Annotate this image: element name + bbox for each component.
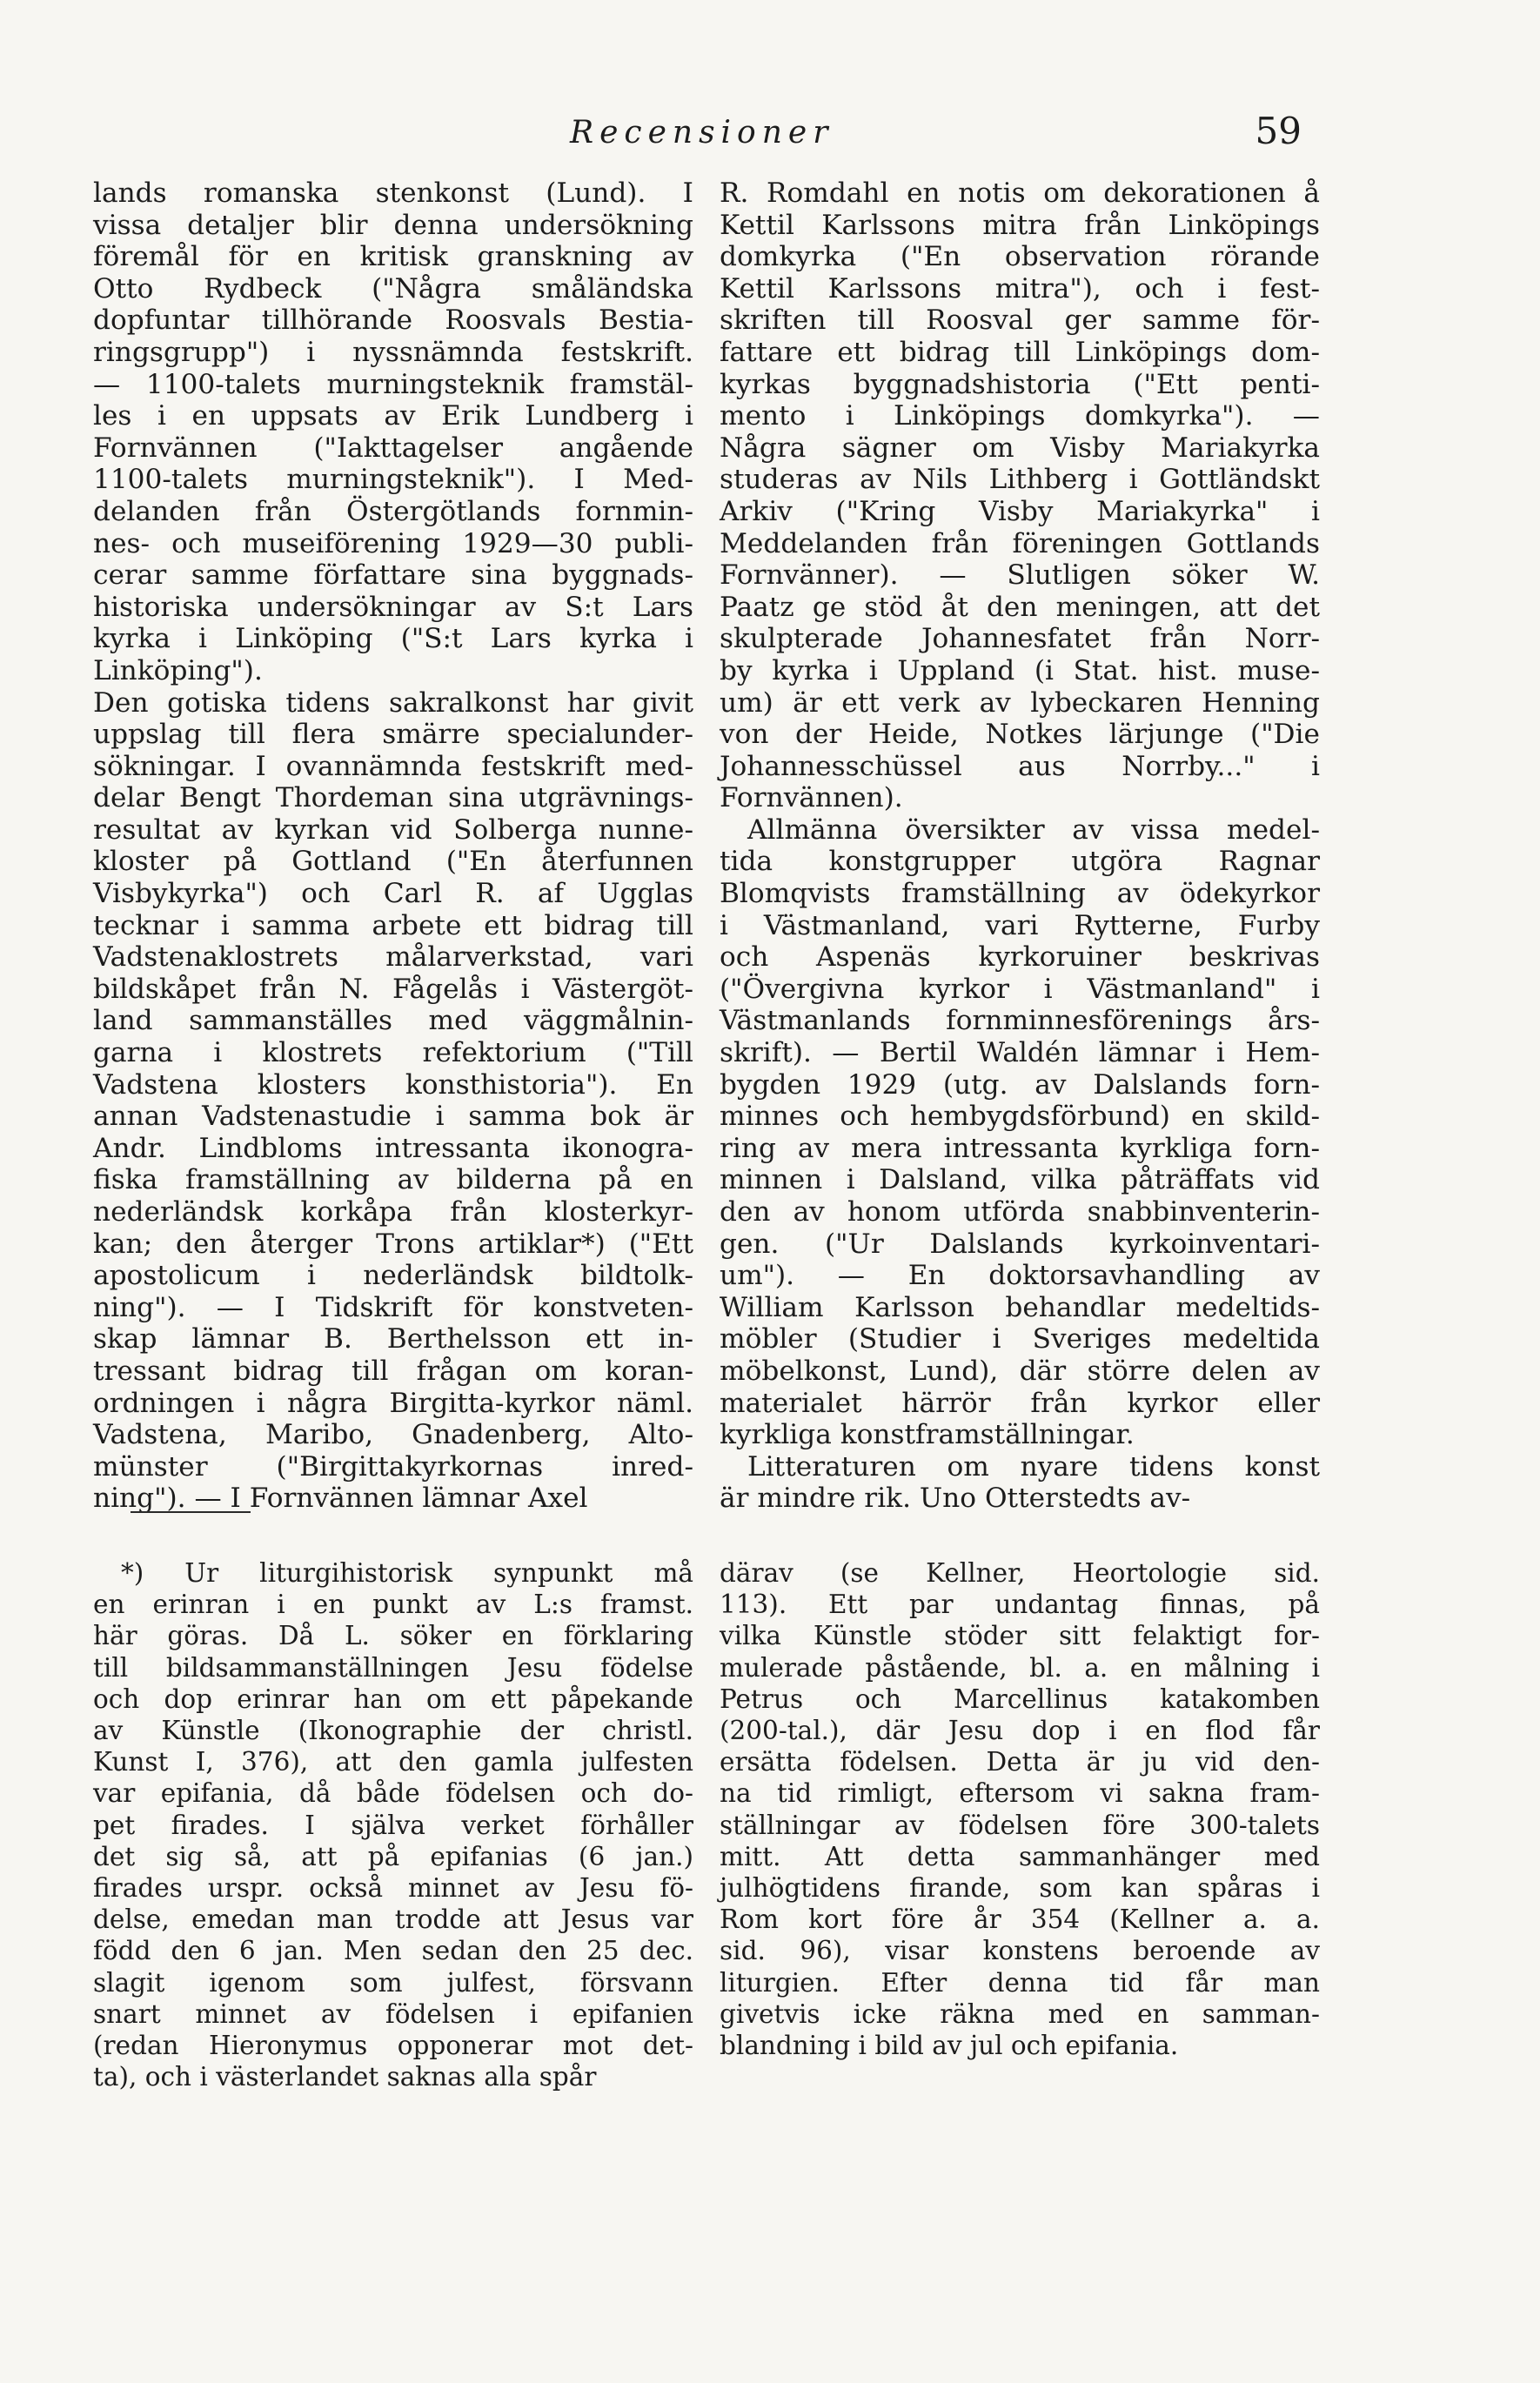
text-line: R. Romdahl en notis om dekorationen å: [720, 177, 1320, 209]
text-line: var epifania, då både födelsen och do-: [93, 1778, 693, 1809]
text-line: Johannesschüssel aus Norrby..." i: [720, 750, 1320, 782]
text-line: mento i Linköpings domkyrka"). —: [720, 400, 1320, 432]
text-line: Allmänna översikter av vissa medel-: [747, 813, 1320, 846]
text-line: 113). Ett par undantag finnas, på: [720, 1590, 1320, 1620]
text-line: född den 6 jan. Men sedan den 25 dec.: [93, 1936, 693, 1966]
text-line: kyrkliga konstframställningar.: [720, 1419, 1135, 1451]
text-line: Vadstena, Maribo, Gnadenberg, Alto-: [93, 1419, 693, 1451]
text-line: delanden från Östergötlands fornmin-: [93, 495, 693, 527]
text-line: blandning i bild av jul och epifania.: [720, 2031, 1179, 2061]
text-line: snart minnet av födelsen i epifanien: [93, 1998, 693, 2029]
text-line: tressant bidrag till frågan om koran-: [93, 1355, 693, 1387]
text-line: till bildsammanställningen Jesu födelse: [93, 1652, 693, 1683]
text-line: föremål för en kritisk granskning av: [93, 241, 693, 273]
text-line: Meddelanden från föreningen Gottlands: [720, 527, 1320, 559]
text-line: Vadstenaklostrets målarverkstad, vari: [93, 941, 693, 974]
right-column: [720, 177, 1320, 1515]
text-line: ning"). — I Fornvännen lämnar Axel: [93, 1483, 588, 1515]
text-line: um) är ett verk av lybeckaren Henning: [720, 686, 1320, 719]
text-line: mitt. Att detta sammanhänger med: [720, 1841, 1320, 1871]
text-line: liturgien. Efter denna tid får man: [720, 1967, 1320, 1998]
text-line: ring av mera intressanta kyrkliga forn-: [720, 1132, 1320, 1164]
text-line: Kettil Karlssons mitra"), och i fest-: [720, 272, 1320, 305]
text-line: Blomqvists framställning av ödekyrkor: [720, 878, 1320, 910]
text-line: ordningen i några Birgitta-kyrkor näml.: [93, 1387, 693, 1419]
text-line: mulerade påstående, bl. a. en målning i: [720, 1652, 1320, 1683]
text-line: vissa detaljer blir denna undersökning: [93, 209, 693, 241]
text-line: Fornvänner). — Slutligen söker W.: [720, 559, 1320, 592]
text-line: um"). — En doktorsavhandling av: [720, 1260, 1320, 1292]
text-line: möbelkonst, Lund), där större delen av: [720, 1355, 1320, 1387]
text-line: Petrus och Marcellinus katakomben: [720, 1683, 1320, 1714]
text-line: bildskåpet från N. Fågelås i Västergöt-: [93, 973, 693, 1005]
text-line: Litteraturen om nyare tidens konst: [747, 1450, 1320, 1483]
text-line: Några sägner om Visby Mariakyrka: [720, 432, 1320, 464]
text-line: annan Vadstenastudie i samma bok är: [93, 1101, 693, 1133]
text-line: Vadstena klosters konsthistoria"). En: [93, 1068, 693, 1101]
text-line: därav (se Kellner, Heortologie sid.: [720, 1558, 1320, 1588]
text-line: kyrka i Linköping ("S:t Lars kyrka i: [93, 623, 693, 655]
text-line: möbler (Studier i Sveriges medeltida: [720, 1323, 1320, 1355]
text-line: (redan Hieronymus opponerar mot det-: [93, 2031, 693, 2061]
text-line: *) Ur liturgihistorisk synpunkt må: [121, 1558, 693, 1588]
text-line: och dop erinrar han om ett påpekande: [93, 1683, 693, 1714]
text-line: minnen i Dalsland, vilka påträffats vid: [720, 1164, 1320, 1196]
text-line: Fornvännen).: [720, 782, 903, 814]
text-line: land sammanställes med väggmålnin-: [93, 1005, 693, 1037]
text-line: givetvis icke räkna med en samman-: [720, 1998, 1320, 2029]
text-line: — 1100-talets murningsteknik framstäl-: [93, 368, 693, 400]
text-line: tida konstgrupper utgöra Ragnar: [720, 846, 1320, 878]
footnote-left-column: [93, 1557, 693, 2092]
footnote-divider: [131, 1511, 251, 1513]
text-line: skap lämnar B. Berthelsson ett in-: [93, 1323, 693, 1355]
text-line: ringsgrupp") i nyssnämnda festskrift.: [93, 336, 693, 368]
text-line: materialet härrör från kyrkor eller: [720, 1387, 1320, 1419]
text-line: Kunst I, 376), att den gamla julfesten: [93, 1747, 693, 1777]
text-line: na tid rimligt, eftersom vi sakna fram-: [720, 1778, 1320, 1809]
text-line: delar Bengt Thordeman sina utgrävnings-: [93, 782, 693, 814]
text-line: ning"). — I Tidskrift för konstveten-: [93, 1291, 693, 1323]
text-line: kan; den återger Trons artiklar*) ("Ett: [93, 1228, 693, 1260]
text-line: cerar samme författare sina byggnads-: [93, 559, 693, 592]
text-line: skriften till Roosval ger samme för-: [720, 305, 1320, 337]
text-line: bygden 1929 (utg. av Dalslands forn-: [720, 1068, 1320, 1101]
text-line: Arkiv ("Kring Visby Mariakyrka" i: [720, 495, 1320, 527]
text-line: kyrkas byggnadshistoria ("Ett penti-: [720, 368, 1320, 400]
text-line: by kyrka i Uppland (i Stat. hist. muse-: [720, 654, 1320, 686]
text-line: delse, emedan man trodde att Jesus var: [93, 1904, 693, 1935]
text-line: är mindre rik. Uno Otterstedts av-: [720, 1483, 1191, 1515]
text-line: sid. 96), visar konstens beroende av: [720, 1936, 1320, 1966]
text-line: historiska undersökningar av S:t Lars: [93, 591, 693, 623]
text-line: Paatz ge stöd åt den meningen, att det: [720, 591, 1320, 623]
text-line: Andr. Lindbloms intressanta ikonogra-: [93, 1132, 693, 1164]
text-line: av Künstle (Ikonographie der christl.: [93, 1716, 693, 1746]
text-line: sökningar. I ovannämnda festskrift med-: [93, 750, 693, 782]
text-line: firades urspr. också minnet av Jesu fö-: [93, 1873, 693, 1904]
text-line: det sig så, att på epifanias (6 jan.): [93, 1841, 693, 1871]
text-line: resultat av kyrkan vid Solberga nunne-: [93, 813, 693, 846]
text-line: nes- och museiförening 1929—30 publi-: [93, 527, 693, 559]
text-line: pet firades. I själva verket förhåller: [93, 1810, 693, 1840]
text-line: Västmanlands fornminnesförenings års-: [720, 1005, 1320, 1037]
text-line: garna i klostrets refektorium ("Till: [93, 1037, 693, 1069]
left-column: [93, 177, 693, 1515]
text-line: den av honom utförda snabbinventerin-: [720, 1196, 1320, 1228]
text-line: domkyrka ("En observation rörande: [720, 241, 1320, 273]
text-line: Visbykyrka") och Carl R. af Ugglas: [93, 878, 693, 910]
text-line: minnes och hembygdsförbund) en skild-: [720, 1101, 1320, 1133]
page-header: [0, 103, 1540, 172]
text-line: i Västmanland, vari Rytterne, Furby: [720, 909, 1320, 941]
text-line: William Karlsson behandlar medeltids-: [720, 1291, 1320, 1323]
text-line: Kettil Karlssons mitra från Linköpings: [720, 209, 1320, 241]
text-line: julhögtidens firande, som kan spåras i: [720, 1873, 1320, 1904]
text-line: ta), och i västerlandet saknas alla spår: [93, 2062, 597, 2092]
text-line: (200-tal.), där Jesu dop i en flod får: [720, 1716, 1320, 1746]
text-line: här göras. Då L. söker en förklaring: [93, 1621, 693, 1651]
text-line: fiska framställning av bilderna på en: [93, 1164, 693, 1196]
page-number: 59: [1255, 110, 1302, 152]
text-line: gen. ("Ur Dalslands kyrkoinventari-: [720, 1228, 1320, 1260]
text-line: slagit igenom som julfest, försvann: [93, 1967, 693, 1998]
footnote-right-column: [720, 1557, 1320, 2061]
text-line: münster ("Birgittakyrkornas inred-: [93, 1450, 693, 1483]
text-line: ("Övergivna kyrkor i Västmanland" i: [720, 973, 1320, 1005]
text-line: Rom kort före år 354 (Kellner a. a.: [720, 1904, 1320, 1935]
text-line: en erinran i en punkt av L:s framst.: [93, 1590, 693, 1620]
text-line: studeras av Nils Lithberg i Gottländskt: [720, 464, 1320, 496]
text-line: vilka Künstle stöder sitt felaktigt for-: [720, 1621, 1320, 1651]
text-line: dopfuntar tillhörande Roosvals Bestia-: [93, 305, 693, 337]
text-line: Fornvännen ("Iakttagelser angående: [93, 432, 693, 464]
text-line: och Aspenäs kyrkoruiner beskrivas: [720, 941, 1320, 974]
text-line: von der Heide, Notkes lärjunge ("Die: [720, 719, 1320, 751]
text-line: kloster på Gottland ("En återfunnen: [93, 846, 693, 878]
text-line: fattare ett bidrag till Linköpings dom-: [720, 336, 1320, 368]
text-line: ersätta födelsen. Detta är ju vid den-: [720, 1747, 1320, 1777]
text-line: nederländsk korkåpa från klosterkyr-: [93, 1196, 693, 1228]
text-line: 1100-talets murningsteknik"). I Med-: [93, 464, 693, 496]
text-line: skulpterade Johannesfatet från Norr-: [720, 623, 1320, 655]
text-line: Den gotiska tidens sakralkonst har givit: [93, 686, 693, 719]
text-line: tecknar i samma arbete ett bidrag till: [93, 909, 693, 941]
text-line: lands romanska stenkonst (Lund). I: [93, 177, 693, 209]
text-line: Otto Rydbeck ("Några småländska: [93, 272, 693, 305]
text-line: skrift). — Bertil Waldén lämnar i Hem-: [720, 1037, 1320, 1069]
text-line: les i en uppsats av Erik Lundberg i: [93, 400, 693, 432]
text-line: ställningar av födelsen före 300-talets: [720, 1810, 1320, 1840]
running-title: Recensioner: [570, 115, 834, 151]
text-line: Linköping").: [93, 654, 263, 686]
text-line: apostolicum i nederländsk bildtolk-: [93, 1260, 693, 1292]
text-line: uppslag till flera smärre specialunder-: [93, 719, 693, 751]
